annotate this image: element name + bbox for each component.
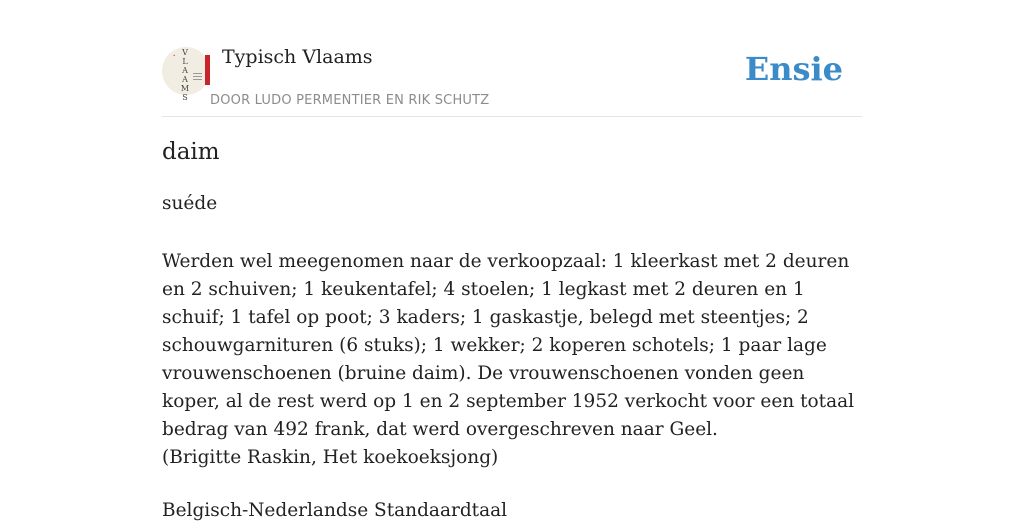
ensie-logo[interactable]: Ensie bbox=[744, 50, 843, 88]
entry-definition: suéde bbox=[162, 193, 218, 214]
book-cover-image[interactable] bbox=[162, 47, 210, 102]
book-authors: DOOR LUDO PERMENTIER EN RIK SCHUTZ bbox=[210, 93, 490, 108]
source-header bbox=[162, 44, 862, 117]
cover-red-strip bbox=[205, 55, 210, 85]
book-title[interactable]: Typisch Vlaams bbox=[222, 46, 373, 68]
cover-text-lines bbox=[193, 73, 202, 82]
entry-example bbox=[162, 248, 862, 472]
example-source: (Brigitte Raskin, Het koekoeksjong) bbox=[162, 447, 499, 468]
cover-red-text: • bbox=[173, 53, 176, 58]
cover-lettering: V L A A M S bbox=[180, 48, 190, 102]
entry-term: daim bbox=[162, 139, 220, 165]
entry-category: Belgisch-Nederlandse Standaardtaal bbox=[162, 500, 508, 521]
example-quote: Werden wel meegenomen naar de verkoopzaal: 1 kleerkast met 2 deuren en 2 schuiven; 1 keukentafel; 4 stoelen; 1 legkast met 2 deuren en 1 schuif; 1 tafel op poot; 3 kaders; 1 gaskastje, belegd met steentjes; 2 schouwgarnituren (6 stuks); 1 wekker; 2 koperen schotels; 1 paar lage vrouwenschoenen (bruine daim). De vrouwenschoenen vonden geen koper, al de rest werd op 1 en 2 september 1952 verkocht voor een totaal bedrag van 492 frank, dat werd overgeschreven naar Geel. bbox=[162, 251, 855, 440]
